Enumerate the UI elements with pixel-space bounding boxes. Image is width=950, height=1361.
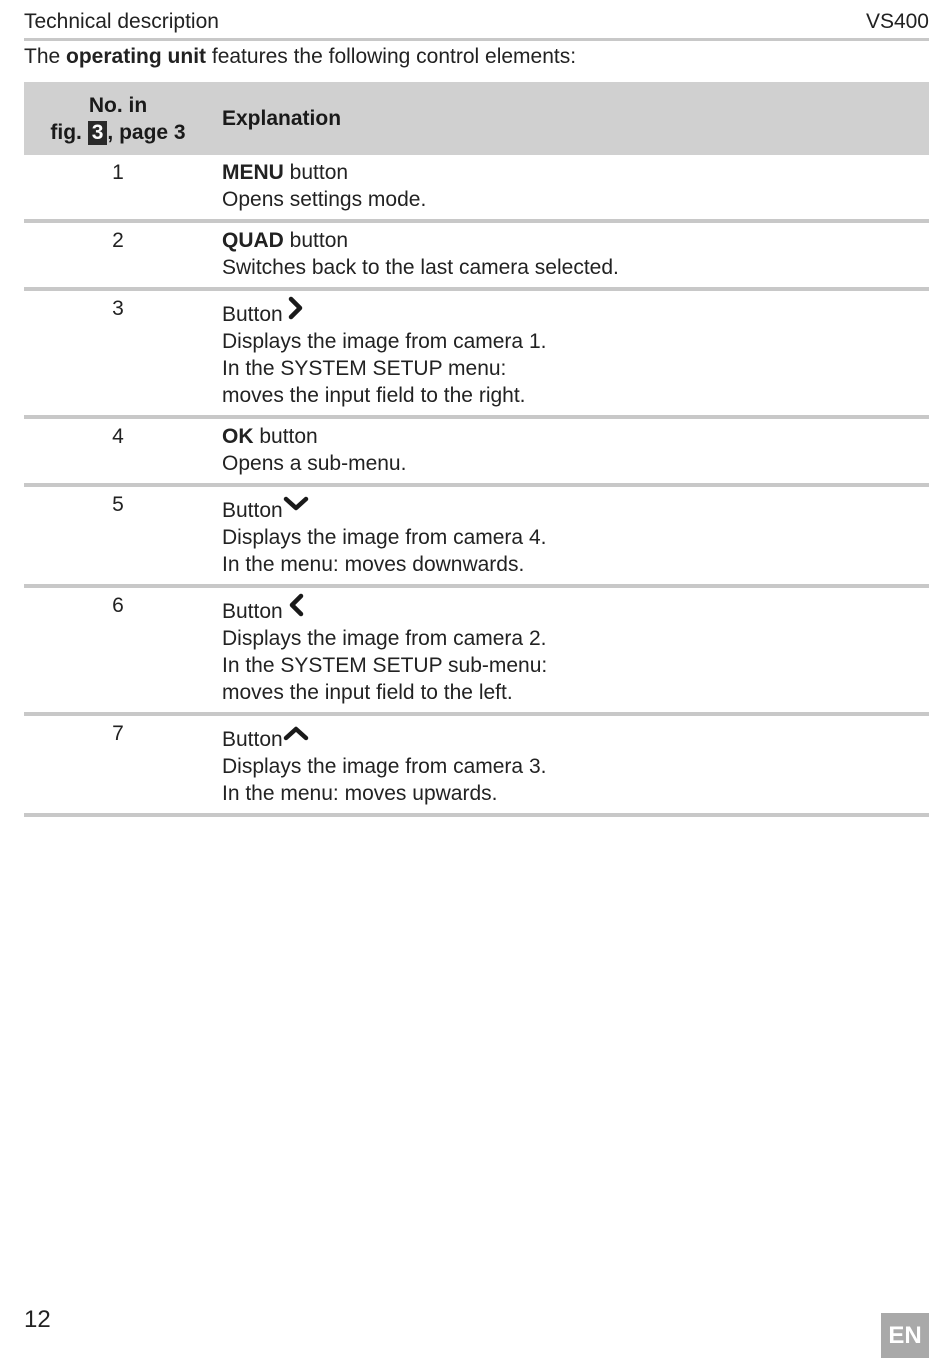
button-word: Button [222, 499, 283, 522]
model-name: VS400 [865, 10, 929, 33]
row-number: 2 [112, 229, 124, 252]
section-title: Technical description [24, 10, 219, 33]
button-suffix: button [253, 425, 318, 448]
button-title [222, 423, 406, 450]
table-row [24, 155, 929, 223]
table-row [24, 291, 929, 419]
row-explanation [212, 291, 546, 415]
button-suffix: button [283, 229, 349, 252]
table-body [24, 155, 929, 817]
intro-text [24, 42, 576, 72]
column-header-number [24, 92, 212, 146]
row-number: 5 [112, 493, 124, 516]
description-line: In the menu: moves upwards. [222, 782, 498, 805]
row-explanation [212, 487, 546, 584]
button-word: Button [222, 600, 283, 623]
chevron-up-icon [283, 720, 309, 746]
button-word: Button [222, 728, 283, 751]
row-number: 6 [112, 594, 124, 617]
row-explanation [212, 716, 546, 813]
description-line: In the SYSTEM SETUP menu: [222, 357, 507, 380]
page-header [24, 6, 929, 38]
header-fig-label: fig. [50, 120, 82, 144]
description-line: Opens a sub-menu. [222, 452, 407, 475]
intro-prefix: The [24, 45, 67, 68]
button-title [222, 227, 619, 254]
intro-bold: operating unit [66, 45, 207, 68]
description-line: moves the input field to the right. [222, 384, 526, 407]
table-header [24, 82, 929, 155]
header-page-ref: , page 3 [107, 120, 186, 144]
table-row [24, 487, 929, 588]
description-line: Displays the image from camera 2. [222, 627, 547, 650]
description-line: In the SYSTEM SETUP sub-menu: [222, 654, 548, 677]
row-number: 3 [112, 297, 124, 320]
table-row [24, 716, 929, 817]
row-number: 1 [112, 161, 124, 184]
button-title [222, 720, 546, 753]
table-row [24, 223, 929, 291]
description-line: In the menu: moves downwards. [222, 553, 525, 576]
description-line: Displays the image from camera 4. [222, 526, 547, 549]
chevron-right-icon [283, 295, 309, 321]
button-word: Button [222, 303, 283, 326]
button-name: QUAD [222, 229, 284, 252]
chevron-down-icon [283, 491, 309, 517]
row-explanation [212, 223, 619, 287]
row-explanation [212, 419, 406, 483]
description-line: moves the input field to the left. [222, 681, 513, 704]
description-line: Displays the image from camera 1. [222, 330, 547, 353]
intro-suffix: features the following control elements: [206, 45, 577, 68]
table-row [24, 419, 929, 487]
row-number: 4 [112, 425, 124, 448]
description-line: Displays the image from camera 3. [222, 755, 547, 778]
button-title [222, 491, 546, 524]
button-name: MENU [222, 161, 284, 184]
control-elements-table [24, 82, 929, 817]
language-badge: EN [881, 1313, 929, 1358]
page-number: 12 [24, 1306, 51, 1333]
button-name: OK [222, 425, 254, 448]
button-title [222, 592, 547, 625]
header-no-line2 [24, 119, 212, 146]
row-number: 7 [112, 722, 124, 745]
header-no-line1: No. in [88, 93, 148, 117]
chevron-left-icon [283, 592, 309, 618]
button-title [222, 295, 546, 328]
description-line: Opens settings mode. [222, 188, 427, 211]
button-suffix: button [283, 161, 349, 184]
figure-ref-badge: 3 [88, 121, 108, 145]
button-title [222, 159, 426, 186]
column-header-explanation: Explanation [222, 106, 342, 130]
table-row [24, 588, 929, 716]
header-divider [24, 38, 929, 41]
description-line: Switches back to the last camera selected. [222, 256, 619, 279]
row-explanation [212, 588, 547, 712]
row-explanation [212, 155, 426, 219]
